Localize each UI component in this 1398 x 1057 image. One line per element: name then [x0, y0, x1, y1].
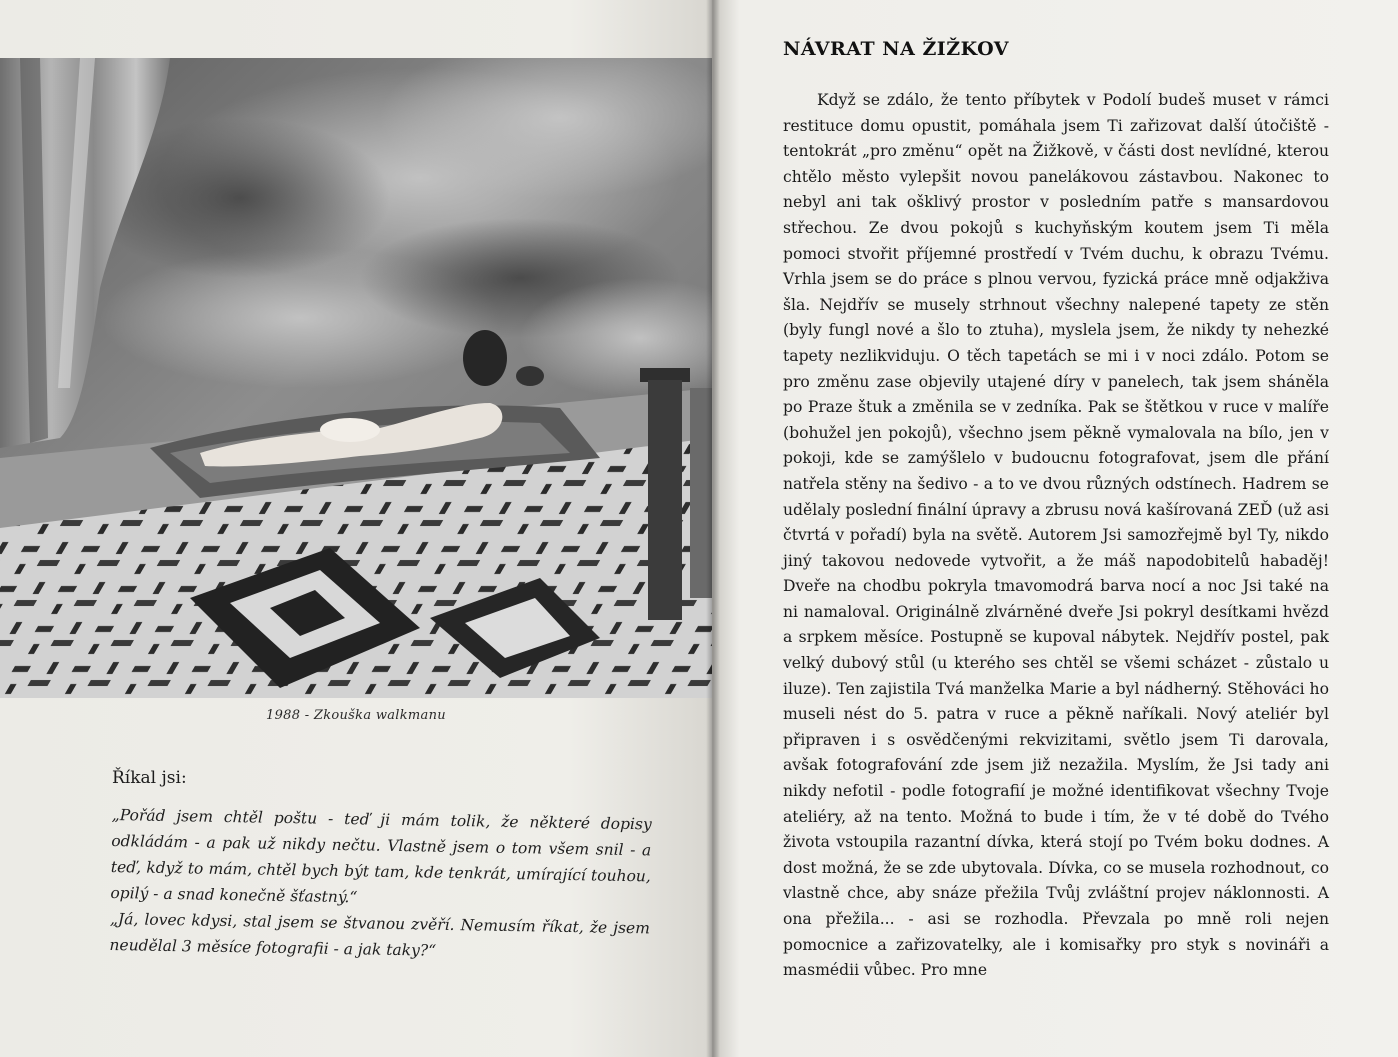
quote-paragraph-2: „Já, lovec kdysi, stal jsem se štvanou zvěří. Nemusím říkat, že jsem neudělal 3 měsíce fotografii - a jak taky?“ [109, 909, 651, 960]
chapter-body [783, 88, 1329, 984]
photo-caption: 1988 - Zkouška walkmanu [266, 708, 446, 723]
quote-paragraph-1: „Pořád jsem chtěl poštu - teď ji mám tolik, že některé dopisy odkládám - a pak už nikdy nečtu. Vlastně jsem o tom všem snil - a teď, když to mám, chtěl bych být tam, kde tenkrát, umírající touhou, opilý - a snad konečně šťastný.“ [110, 805, 652, 907]
body-paragraph: Když se zdálo, že tento příbytek v Podolí budeš muset v rámci restituce domu opustit, pomáhala jsem Ti zařizovat další útočiště - tentokrát „pro změnu“ opět na Žižkově, v části dost nevlídné, kterou chtělo město vylepšit novou panelákovou zástavbou. Nakonec to nebyl ani tak ošklivý prostor v posledním patře s mansardovou střechou. Ze dvou pokojů s kuchyňským koutem jsem Ti měla pomoci stvořit příjemné prostředí v Tvém duchu, k obrazu Tvému. Vrhla jsem se do práce s plnou vervou, fyzická práce mně odjakživa šla. Nejdřív se musely strhnout všechny nalepené tapety ze stěn (byly fungl nové a šlo to ztuha), myslela jsem, že nikdy ty nehezké tapety nezlikviduju. O těch tapetách se mi i v noci zdálo. Potom se pro změnu zase objevily utajené díry v panelech, tak jsem sháněla po Praze štuk a změnila se v zedníka. Pak se štětkou v ruce v malíře (bohužel jen pokojů), všechno jsem pěkně vymalovala na bílo, jen v pokoji, kde se zamýšlelo v budoucnu fotografovat, jsem dle přání natřela stěny na šedivo - a to ve dvou různých odstínech. Hadrem se udělaly poslední finální úpravy a zbrusu nová kašírovaná ZEĎ (už asi čtvrtá v pořadí) byla na světě. Autorem Jsi samozřejmě byl Ty, nikdo jiný takovou nedovede vytvořit, a že máš napodobitelů habaděj! Dveře na chodbu pokryla tmavomodrá barva nocí a noc Jsi také na ni namaloval. Originálně zlvárněné dveře Jsi pokryl desítkami hvězd a srpkem měsíce. Postupně se kupoval nábytek. Nejdřív postel, pak velký dubový stůl (u kterého ses chtěl se všemi scházet - zůstalo u iluze). Ten zajistila Tvá manželka Marie a byl nádherný. Stěhováci ho museli nést do 5. patra v ruce a pěkně naříkali. Nový ateliér byl připraven i s osvědčenými rekvizitami, světlo jsem Ti darovala, avšak fotografování zde jsem již nezažila. Myslím, že Jsi tady ani nikdy nefotil - podle fotografií je možné identifikovat všechny Tvoje ateliéry, až na tento. Možná to bude i tím, že v té době do Tvého života vstoupila razantní dívka, která stojí po Tvém boku dodnes. A dost možná, že se zde ubytovala. Dívka, co se musela rozhodnout, co vlastně chce, aby snáze přežila Tvůj zvláštní projev náklonnosti. A ona přežila... - asi se rozhodla. Převzala po mně roli nejen pomocnice a zařizovatelky, ale i komisařky pro styk s novináři a masmédii vůbec. Pro mne [783, 91, 1329, 980]
chapter-title: NÁVRAT NA ŽIŽKOV [783, 38, 1010, 60]
photograph-reclining-figure-on-kilim [0, 58, 712, 698]
quote-block [109, 802, 652, 967]
quote-intro: Říkal jsi: [112, 768, 187, 788]
book-gutter [706, 0, 720, 1057]
